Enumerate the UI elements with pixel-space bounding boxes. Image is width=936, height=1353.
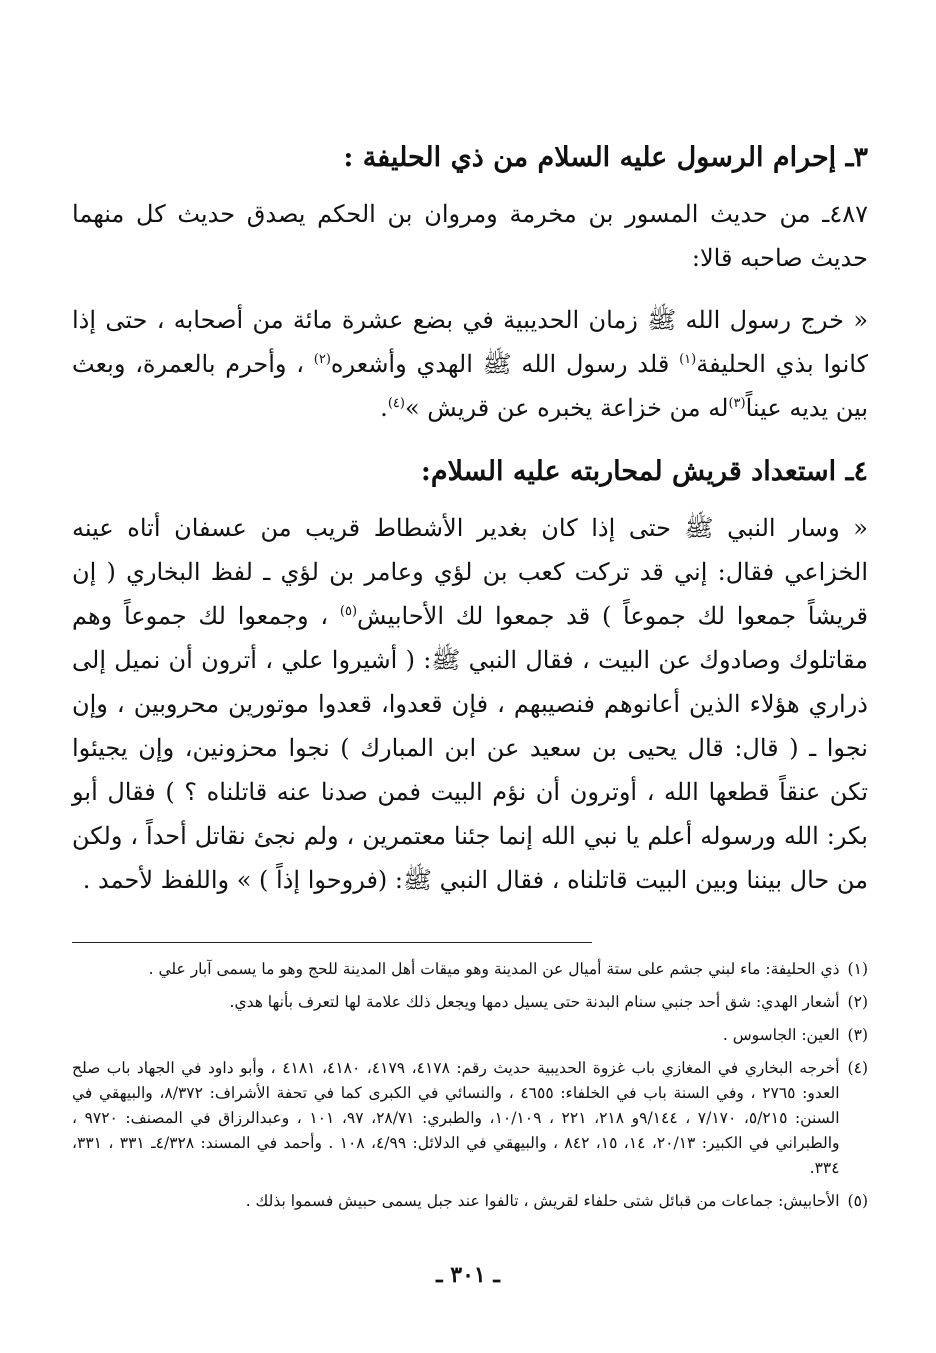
section-4-text-part2: ، وجمعوا لك جموعاً وهم مقاتلوك وصادوك عن البيت ، فقال النبي ﷺ: ( أشيروا علي ، أترون أن نميل إلى ذراري هؤلاء الذين أعانوهم فنصيبهم ، فإن قعدوا، قعدوا موتورين محروبين ، وإن نجوا ـ ( قال: قال يحيى بن سعيد عن ابن المبارك ) نجوا محزونين، وإن يجيئوا تكن عنقاً قطعها الله ، أوترون أن نؤم البيت فمن صدنا عنه قاتلناه ؟ ) فقال أبو بكر: الله ورسوله أعلم يا نبي الله إنما جئنا معتمرين ، ولم نجئ نقاتل أحداً ، ولكن من حال بيننا وبين البيت قاتلناه ، فقال النبي ﷺ: (فروحوا إذاً ) » واللفظ لأحمد . bbox=[72, 602, 868, 894]
footnote-text: ذي الحليفة: ماء لبني جشم على ستة أميال عن المدينة وهو ميقات أهل المدينة للحج وهو ما يسمى آبار علي . bbox=[148, 960, 840, 978]
footnote-ref-5[interactable]: (٥) bbox=[339, 604, 358, 619]
footnote-1 bbox=[72, 957, 868, 982]
footnote-text: أخرجه البخاري في المغازي باب غزوة الحديبية حديث رقم: ٤١٧٨، ٤١٧٩، ٤١٨٠، ٤١٨١ ، وأبو داود في الجهاد باب صلح العدو: ٢٧٦٥ ، وفي السنة باب في الخلفاء: ٤٦٥٥ ، والنسائي في الكبرى كما في تحفة الأشراف: ٨/٣٧٢، والبيهقي في السنن: ٥/٢١٥، ٧/١٧٠ ، ٩/١٤٤و ٢١٨، ٢٢١ ، ١٠/١٠٩، والطبري: ٢٨/٧١، ٩٧، ١٠١ ، وعبدالرزاق في المصنف: ٩٧٢٠ ، والطبراني في الكبير: ٢٠/١٣، ١٤، ١٥، ٨٤٢ ، والبيهقي في الدلائل: ٤/٩٩، ١٠٨ . وأحمد في المسند: ٤/٣٢٨ـ ٣٣١ ، ٣٣١، ٣٣٤. bbox=[72, 1059, 840, 1177]
footnote-ref-1[interactable]: (١) bbox=[679, 352, 697, 367]
footnote-ref-3[interactable]: (٣) bbox=[728, 396, 746, 411]
quote-text-part1: « خرج رسول الله ﷺ زمان الحديبية في بضع عشرة مائة من أصحابه ، حتى إذا كانوا بذي الحليفة bbox=[72, 306, 868, 378]
footnote-5 bbox=[72, 1189, 868, 1214]
footnote-number: (٥) bbox=[847, 1192, 868, 1210]
section-3-heading: ٣ـ إحرام الرسول عليه السلام من ذي الحليفة : bbox=[343, 142, 868, 173]
hadith-487-quote bbox=[72, 298, 868, 430]
footnote-2 bbox=[72, 990, 868, 1015]
footnote-number: (٤) bbox=[847, 1059, 868, 1077]
section-4-text-part1: « وسار النبي ﷺ حتى إذا كان بغدير الأشطاط قريب من عسفان أتاه عينه الخزاعي فقال: إني قد تركت كعب بن لؤي وعامر بن لؤي ـ لفظ البخاري ( إن قريشاً جمعوا لك جموعاً ) قد جمعوا لك الأحابيش bbox=[72, 514, 868, 630]
footnote-text: أشعار الهدي: شق أحد جنبي سنام البدنة حتى يسيل دمها ويجعل ذلك علامة لها لتعرف بأنها هدي. bbox=[229, 993, 840, 1011]
footnote-number: (٢) bbox=[847, 993, 868, 1011]
footnote-separator bbox=[72, 942, 868, 943]
quote-text-part5: . bbox=[380, 394, 388, 422]
quote-text-part4: له من خزاعة يخبره عن قريش » bbox=[404, 394, 729, 422]
quote-text-part2: قلد رسول الله ﷺ الهدي وأشعره bbox=[330, 350, 680, 378]
section-4-heading: ٤ـ استعداد قريش لمحاربته عليه السلام: bbox=[420, 456, 868, 487]
footnote-number: (٣) bbox=[847, 1026, 868, 1044]
footnote-3 bbox=[72, 1023, 868, 1048]
footnotes bbox=[72, 957, 868, 1214]
footnote-4 bbox=[72, 1056, 868, 1181]
separator-line bbox=[72, 942, 592, 943]
footnote-ref-4[interactable]: (٤) bbox=[387, 396, 405, 411]
footnote-text: الأحابيش: جماعات من قبائل شتى حلفاء لقريش ، تالفوا عند جبل يسمى حبيش فسموا بذلك . bbox=[245, 1192, 840, 1210]
page-number: ـ ٣٠١ ـ bbox=[436, 1262, 500, 1288]
footnote-text: العين: الجاسوس . bbox=[722, 1026, 840, 1044]
quote-text-part3: ، وأحرم بالعمرة، وبعث بين يديه عيناً bbox=[72, 350, 868, 422]
footnote-number: (١) bbox=[847, 960, 868, 978]
footnote-ref-2[interactable]: (٢) bbox=[313, 352, 331, 367]
section-4-text bbox=[72, 506, 868, 902]
hadith-487-intro: ٤٨٧ـ من حديث المسور بن مخرمة ومروان بن الحكم يصدق حديث كل منهما حديث صاحبه قالا: bbox=[72, 200, 868, 272]
